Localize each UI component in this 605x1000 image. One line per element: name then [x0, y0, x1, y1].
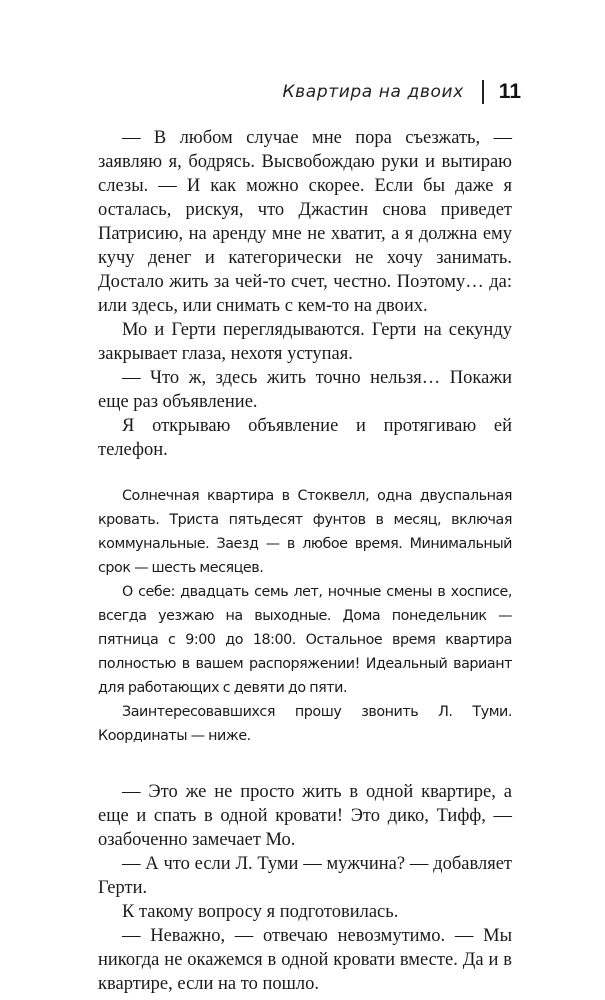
advertisement-block: [98, 484, 512, 748]
page-number: 11: [498, 80, 521, 103]
paragraph: — Что ж, здесь жить точно нельзя… Покажи еще раз объявление.: [98, 368, 512, 412]
advertisement-paragraph: О себе: двадцать семь лет, ночные смены в хосписе, всегда уезжаю на выходные. Дома понедельник — пятница с 9:00 до 18:00. Остальное время квартира полностью в вашем распоряжении! Идеальный вариант для работающих с девяти до пяти.: [98, 584, 512, 696]
paragraph: К такому вопросу я подготовилась.: [122, 902, 399, 922]
paragraph: — А что если Л. Туми — мужчина? — добавляет Герти.: [98, 854, 512, 898]
page-header: [283, 80, 521, 104]
paragraph: Мо и Герти переглядываются. Герти на секунду закрывает глаза, нехотя уступая.: [98, 320, 512, 364]
paragraph: — В любом случае мне пора съезжать, — заявляю я, бодрясь. Высвобождаю руки и вытираю слезы. — И как можно скорее. Если бы даже я осталась, рискуя, что Джастин снова приведет Патрисию, на аренду мне не хватит, а я должна ему кучу денег и категорически не хочу занимать. Достало жить за чей-то счет, честно. Поэтому… да: или здесь, или снимать с кем-то на двоих.: [98, 128, 512, 316]
advertisement-paragraph: Заинтересовавшихся прошу звонить Л. Туми. Координаты — ниже.: [98, 704, 512, 744]
running-title: Квартира на двоих: [282, 82, 464, 102]
paragraph: — Неважно, — отвечаю невозмутимо. — Мы никогда не окажемся в одной кровати вместе. Да и в квартире, если на то пошло.: [98, 926, 512, 994]
advertisement-paragraph: Солнечная квартира в Стоквелл, одна двуспальная кровать. Триста пятьдесят фунтов в месяц, включая коммунальные. Заезд — в любое время. Минимальный срок — шесть месяцев.: [98, 488, 512, 576]
body-text: [98, 126, 512, 996]
paragraph: Я открываю объявление и протягиваю ей телефон.: [98, 416, 512, 460]
header-divider: [482, 80, 484, 104]
paragraph: — Это же не просто жить в одной квартире, а еще и спать в одной кровати! Это дико, Тифф, — озабоченно замечает Мо.: [98, 782, 512, 850]
